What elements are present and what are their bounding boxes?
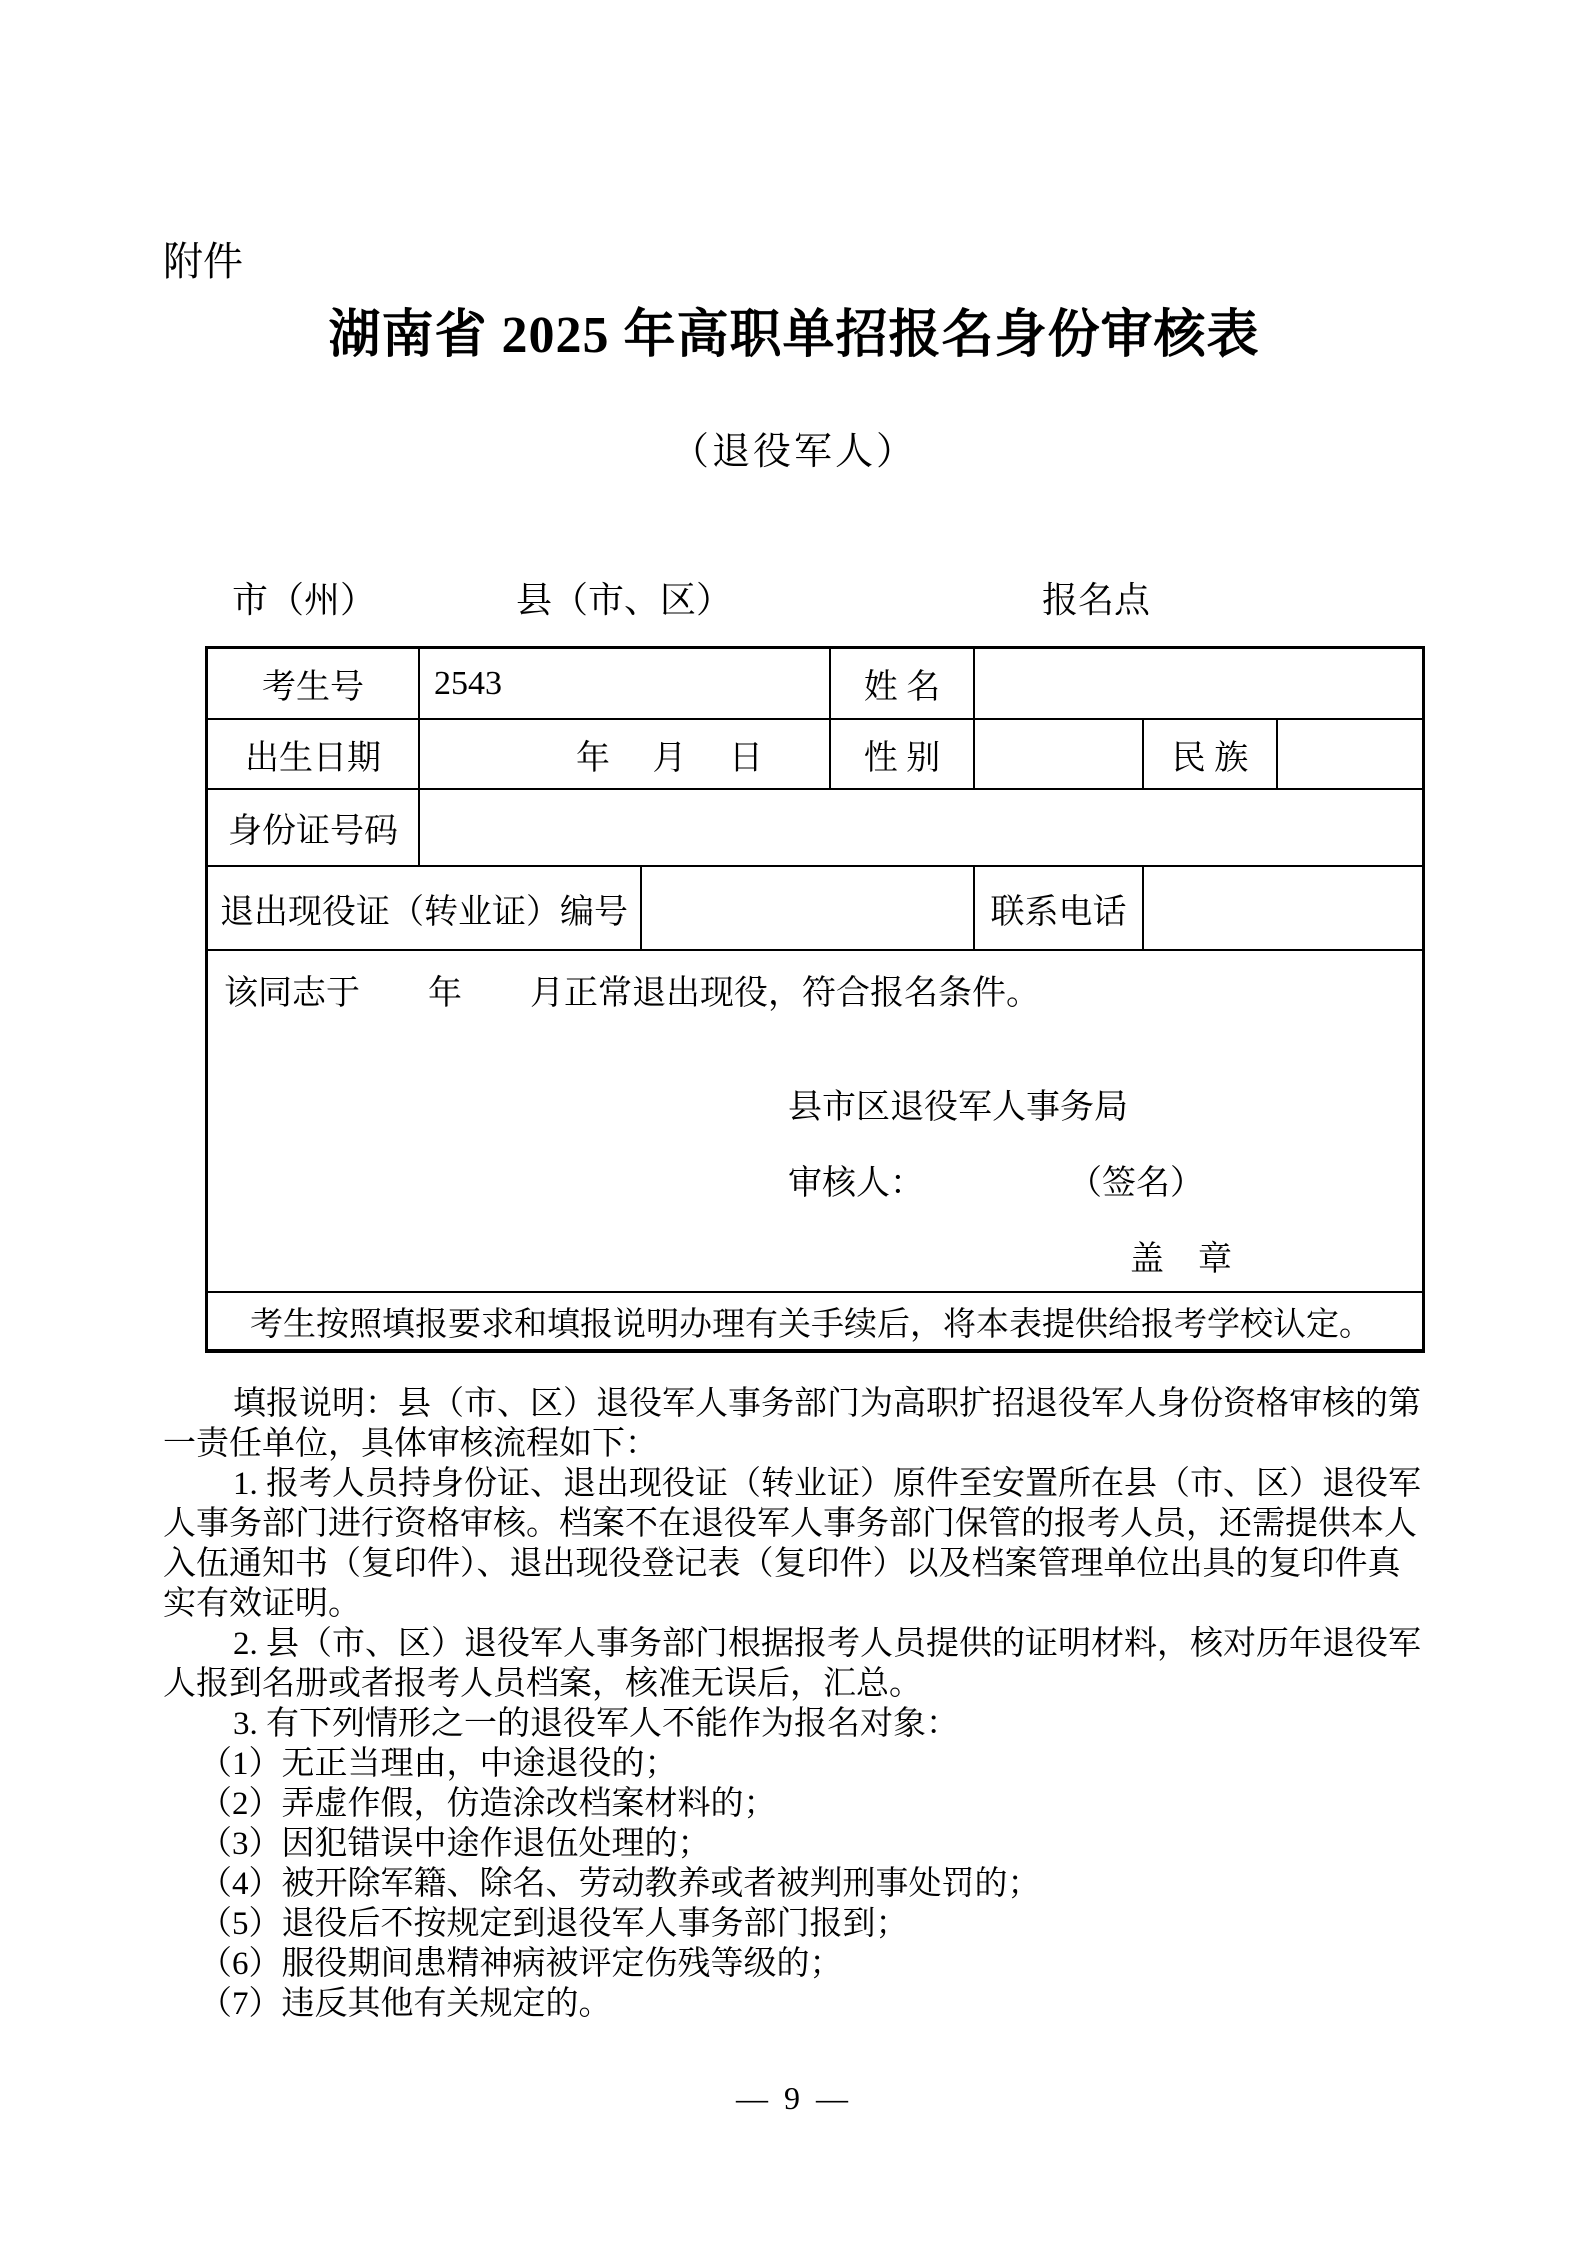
gender-value-cell — [975, 720, 1144, 788]
ethnicity-value-cell — [1278, 720, 1422, 788]
table-row — [208, 790, 1422, 867]
instruction-line: （6）服役期间患精神病被评定伤残等级的； — [199, 1946, 843, 1982]
reviewer-label: 审核人： — [788, 1165, 924, 1202]
review-section-row — [208, 951, 1422, 1293]
page-subtitle: （退役军人） — [670, 431, 917, 473]
veterans-bureau-label: 县市区退役军人事务局 — [788, 1089, 1128, 1126]
registration-site-label: 报名点 — [1042, 580, 1151, 620]
instruction-line: （7）违反其他有关规定的。 — [199, 1986, 612, 2022]
instruction-line: 人报到名册或者报考人员档案，核准无误后，汇总。 — [163, 1666, 922, 1702]
birth-date-value: 年 月 日 — [420, 720, 831, 788]
instruction-line: 一责任单位，具体审核流程如下： — [163, 1426, 658, 1462]
discharge-cert-label: 退出现役证（转业证）编号 — [208, 867, 642, 949]
ethnicity-label: 民 族 — [1144, 720, 1278, 788]
instruction-line: （1）无正当理由，中途退役的； — [199, 1746, 678, 1782]
instruction-line: 实有效证明。 — [163, 1586, 361, 1622]
filing-instructions — [163, 1384, 1453, 2024]
instruction-line: 3. 有下列情形之一的退役军人不能作为报名对象： — [233, 1706, 959, 1742]
name-value-cell — [975, 649, 1422, 718]
table-row — [208, 1293, 1422, 1349]
instruction-line: 填报说明：县（市、区）退役军人事务部门为高职扩招退役军人身份资格审核的第 — [233, 1386, 1421, 1422]
gender-label: 性 别 — [831, 720, 975, 788]
city-label: 市（州） — [232, 580, 377, 620]
review-form-table — [205, 646, 1425, 1353]
instruction-line: （3）因犯错误中途作退伍处理的； — [199, 1826, 711, 1862]
instruction-line: （5）退役后不按规定到退役军人事务部门报到； — [199, 1906, 909, 1942]
name-label: 姓 名 — [831, 649, 975, 718]
table-row — [208, 720, 1422, 790]
page-title: 湖南省 2025 年高职单招报名身份审核表 — [328, 307, 1260, 364]
instruction-line: 入伍通知书（复印件）、退出现役登记表（复印件）以及档案管理单位出具的复印件真 — [163, 1546, 1401, 1582]
footer-note: 考生按照填报要求和填报说明办理有关手续后，将本表提供给报考学校认定。 — [250, 1306, 1372, 1343]
birth-date-label: 出生日期 — [208, 720, 420, 788]
id-number-label: 身份证号码 — [208, 790, 420, 865]
table-row — [208, 867, 1422, 951]
instruction-line: 2. 县（市、区）退役军人事务部门根据报考人员提供的证明材料，核对历年退役军 — [233, 1626, 1421, 1662]
instruction-line: 人事务部门进行资格审核。档案不在退役军人事务部门保管的报考人员，还需提供本人 — [163, 1506, 1417, 1542]
candidate-no-value: 2543 — [420, 649, 831, 718]
phone-value-cell — [1144, 867, 1422, 949]
county-label: 县（市、区） — [516, 580, 733, 620]
phone-label: 联系电话 — [975, 867, 1144, 949]
candidate-no-label: 考生号 — [208, 649, 420, 718]
table-row — [208, 649, 1422, 720]
instruction-line: （2）弄虚作假，仿造涂改档案材料的； — [199, 1786, 777, 1822]
seal-label: 盖 章 — [1130, 1241, 1232, 1278]
id-number-value-cell — [420, 790, 1422, 865]
discharge-cert-value-cell — [642, 867, 975, 949]
page-number: — 9 — — [736, 2080, 852, 2116]
signature-hint: （签名） — [1068, 1165, 1204, 1202]
instruction-line: 1. 报考人员持身份证、退出现役证（转业证）原件至安置所在县（市、区）退役军 — [233, 1466, 1421, 1502]
attachment-label: 附件 — [163, 239, 243, 284]
review-statement: 该同志于 年 月正常退出现役，符合报名条件。 — [224, 975, 1040, 1012]
instruction-line: （4）被开除军籍、除名、劳动教养或者被判刑事处罚的； — [199, 1866, 1041, 1902]
